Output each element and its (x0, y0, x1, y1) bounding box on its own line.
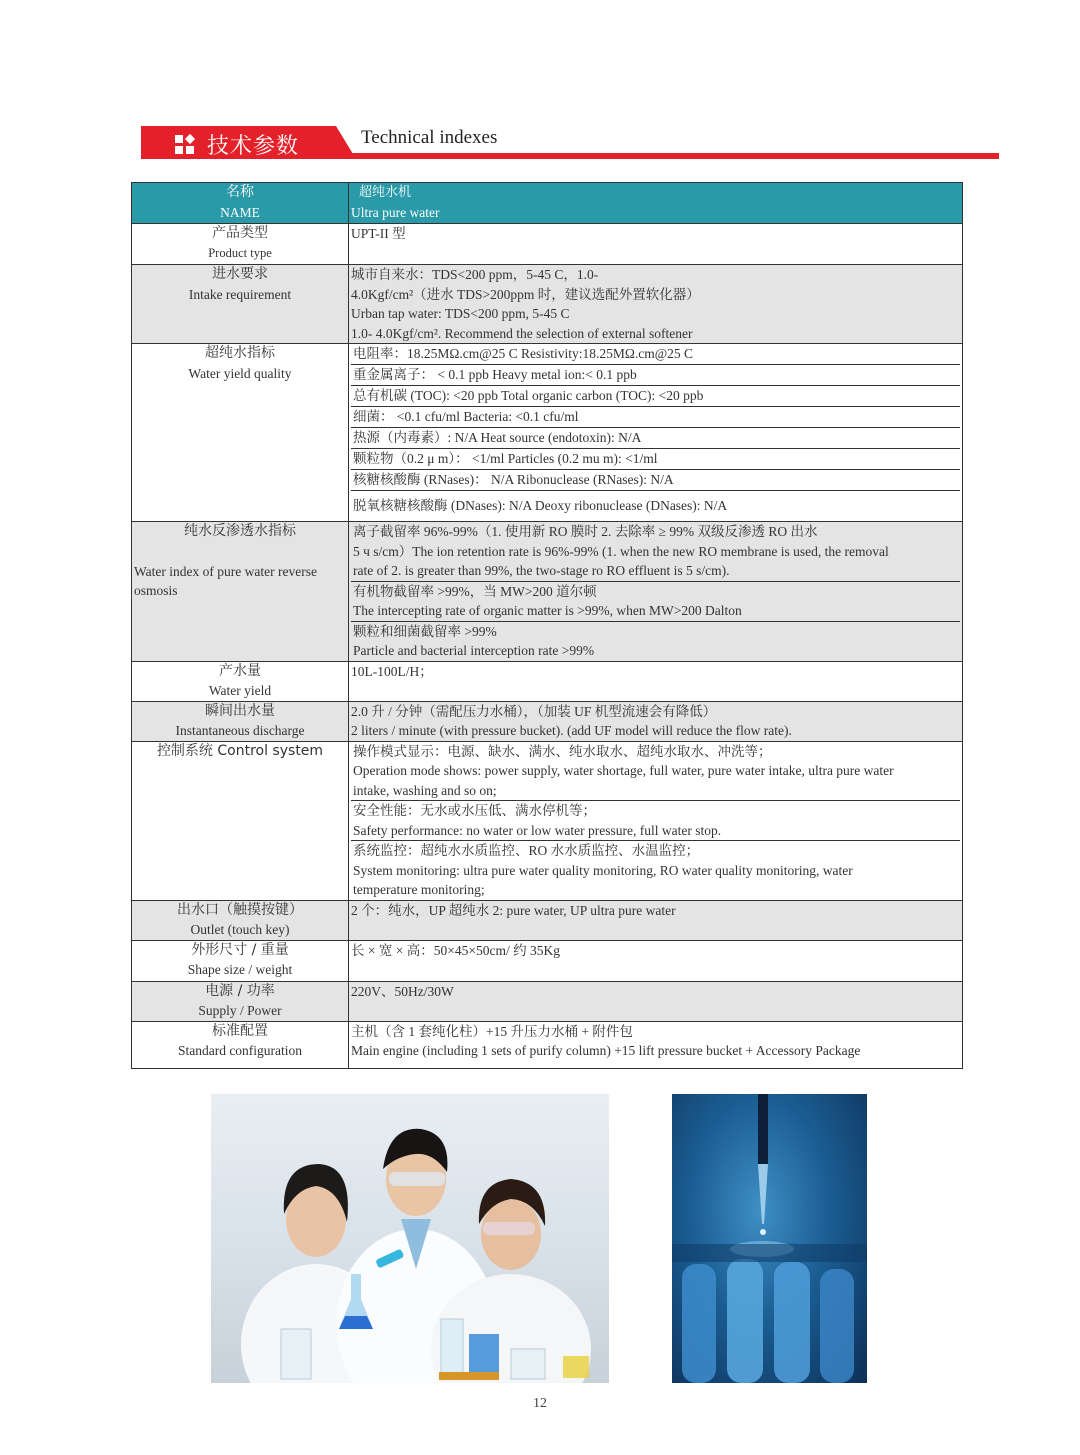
quality-label-cell (132, 344, 349, 522)
control-line: temperature monitoring; (353, 882, 485, 897)
intake-value-cell (349, 265, 963, 344)
control-row (132, 741, 963, 900)
name-label-en: NAME (220, 204, 260, 220)
ro-line: Particle and bacterial interception rate >99% (353, 643, 595, 658)
page-number: 12 (533, 1396, 547, 1411)
name-value-cn: 超纯水机 (359, 185, 412, 200)
outlet-label-en: Outlet (touch key) (190, 922, 290, 937)
ro-block-particle (351, 622, 960, 661)
intake-line: Urban tap water: TDS<200 ppm, 5-45 C (351, 306, 570, 321)
control-line: 安全性能：无水或水压低、满水停机等； (353, 803, 596, 818)
config-label-en: Standard configuration (177, 1043, 303, 1058)
config-line: Main engine (including 1 sets of purify column) +15 lift pressure bucket + Accessory Package (351, 1043, 861, 1058)
name-label-cn: 名称 (226, 184, 254, 200)
spec-table (131, 182, 963, 1069)
discharge-value-cell (349, 701, 963, 741)
discharge-line: 2.0 升 / 分钟（需配压力水桶），（加装 UF 机型流速会有降低） (351, 703, 717, 719)
config-label-cell (132, 1021, 349, 1068)
control-block-mode (351, 742, 960, 802)
outlet-row (132, 900, 963, 940)
quality-value-cell (349, 344, 963, 522)
ro-line: 颗粒和细菌截留率 >99% (353, 623, 497, 639)
ro-line: 有机物截留率 >99%，当 MW>200 道尔顿 (353, 583, 597, 599)
section-header (141, 124, 1001, 162)
yield-label-cell (132, 661, 349, 701)
type-row (132, 224, 963, 265)
size-label-en: Shape size / weight (187, 962, 293, 977)
type-label-cell (132, 224, 349, 265)
discharge-label-cell (132, 701, 349, 741)
header-red-rule (351, 153, 999, 159)
power-label-cn: 电源 / 功率 (205, 982, 275, 999)
type-value (349, 224, 963, 265)
ro-line: The intercepting rate of organic matter is >99%, when MW>200 Dalton (353, 603, 742, 618)
type-value-text: UPT-II 型 (351, 226, 406, 241)
control-line: Safety performance: no water or low water pressure, full water stop. (353, 822, 722, 838)
quality-item: 脱氧核糖核酸酶 (DNases): N/A Deoxy ribonuclease (DNases): N/A (353, 498, 728, 513)
ro-block-organic (351, 582, 960, 622)
intake-label-cell (132, 265, 349, 344)
config-row (132, 1021, 963, 1068)
quality-row (132, 344, 963, 522)
yield-value (349, 661, 963, 701)
intake-line: 1.0- 4.0Kgf/cm². Recommend the selection of external softener (351, 325, 693, 341)
power-row (132, 981, 963, 1021)
control-value-cell (349, 741, 963, 900)
outlet-label-cn: 出水口（触摸按键） (177, 901, 303, 918)
scientists-lab-photo (211, 1094, 609, 1383)
name-value-en: Ultra pure water (351, 204, 440, 220)
control-label: 控制系统 Control system (156, 742, 324, 759)
ro-row (132, 522, 963, 662)
ro-label-en: Water index of pure water reverse osmosis (134, 563, 317, 598)
type-label-en: Product type (208, 245, 272, 260)
intake-line: 4.0Kgf/cm²（进水 TDS>200ppm 时，建议选配外置软化器） (351, 286, 700, 302)
intake-label-en: Intake requirement (188, 286, 292, 302)
size-row (132, 940, 963, 981)
outlet-label-cell (132, 900, 349, 940)
quality-item: 细菌： <0.1 cfu/ml Bacteria: <0.1 cfu/ml (351, 407, 960, 428)
control-label-cell (132, 741, 349, 900)
config-line: 主机（含 1 套纯化柱）+15 升压力水桶 + 附件包 (351, 1023, 633, 1039)
config-value-cell (349, 1021, 963, 1068)
control-line: Operation mode shows: power supply, water shortage, full water, pure water intake, ultra pure water (353, 763, 894, 778)
discharge-label-cn: 瞬间出水量 (205, 702, 275, 719)
size-label-cn: 外形尺寸 / 重量 (191, 941, 289, 958)
yield-label-cn: 产水量 (219, 662, 261, 679)
control-block-monitor (351, 841, 960, 900)
discharge-line: 2 liters / minute (with pressure bucket). (add UF model will reduce the flow rate). (351, 723, 792, 738)
power-label-en: Supply / Power (198, 1003, 282, 1018)
size-value (349, 940, 963, 981)
intake-row (132, 265, 963, 344)
control-line: 操作模式显示：电源、缺水、满水、纯水取水、超纯水取水、冲洗等； (353, 743, 772, 759)
intake-line: 城市自来水：TDS<200 ppm，5-45 C，1.0- (351, 267, 599, 282)
size-label-cell (132, 940, 349, 981)
yield-label-en: Water yield (208, 683, 272, 698)
outlet-value-text: 2 个：纯水，UP 超纯水 2: pure water, UP ultra pure water (351, 902, 676, 918)
scientists-illustration (211, 1094, 609, 1383)
quality-item: 核糖核酸酶 (RNases)： N/A Ribonuclease (RNases): N/A (351, 470, 960, 491)
pipette-illustration (672, 1094, 867, 1383)
type-label-cn: 产品类型 (212, 225, 268, 241)
quality-label-cn: 超纯水指标 (205, 345, 275, 361)
outlet-value (349, 900, 963, 940)
ro-label-cn: 纯水反渗透水指标 (184, 523, 296, 539)
yield-row (132, 661, 963, 701)
ro-label-cell (132, 522, 349, 662)
header-title-en: Technical indexes (361, 127, 498, 148)
name-label-cell (132, 183, 349, 224)
quality-item: 热源（内毒素）: N/A Heat source (endotoxin): N/A (351, 428, 960, 449)
table-header-row (132, 183, 963, 224)
ro-line: rate of 2. is greater than 99%, the two-stage ro RO effluent is 5 s/cm). (353, 563, 730, 578)
power-value (349, 981, 963, 1021)
control-block-safety (351, 801, 960, 841)
yield-value-text: 10L-100L/H； (351, 663, 433, 679)
grid-squares-icon (175, 135, 195, 155)
power-value-text: 220V、50Hz/30W (351, 983, 454, 999)
ro-value-cell (349, 522, 963, 662)
control-line: System monitoring: ultra pure water quality monitoring, RO water quality monitoring, water (353, 862, 853, 878)
ro-line: 5 ч s/cm）The ion retention rate is 96%-99% (1. when the new RO membrane is used, the removal (353, 543, 889, 559)
quality-item: 总有机碳 (TOC): <20 ppb Total organic carbon (TOC): <20 ppb (351, 386, 960, 407)
name-value-cell (349, 183, 963, 224)
intake-label-cn: 进水要求 (212, 266, 268, 282)
discharge-row (132, 701, 963, 741)
control-line: intake, washing and so on; (353, 782, 497, 798)
header-title-cn: 技术参数 (207, 134, 300, 159)
quality-item: 电阻率：18.25MΩ.cm@25 C Resistivity:18.25MΩ.cm@25 C (351, 344, 960, 365)
quality-label-en: Water yield quality (188, 365, 292, 381)
size-value-text: 长 × 宽 × 高：50×45×50cm/ 约 35Kg (351, 942, 560, 958)
quality-item: 重金属离子： < 0.1 ppb Heavy metal ion:< 0.1 ppb (351, 365, 960, 386)
power-label-cell (132, 981, 349, 1021)
discharge-label-en: Instantaneous discharge (175, 723, 305, 738)
control-line: 系统监控：超纯水水质监控、RO 水水质监控、水温监控； (353, 843, 700, 858)
quality-item: 颗粒物（0.2 μ m）： <1/ml Particles (0.2 mu m): <1/ml (351, 449, 960, 470)
pipette-tubes-photo (672, 1094, 867, 1383)
ro-line: 离子截留率 96%-99%（1. 使用新 RO 膜时 2. 去除率 ≥ 99% 双级反渗透 RO 出水 (353, 524, 818, 539)
ro-block-ion (351, 522, 960, 582)
config-label-cn: 标准配置 (212, 1022, 268, 1039)
